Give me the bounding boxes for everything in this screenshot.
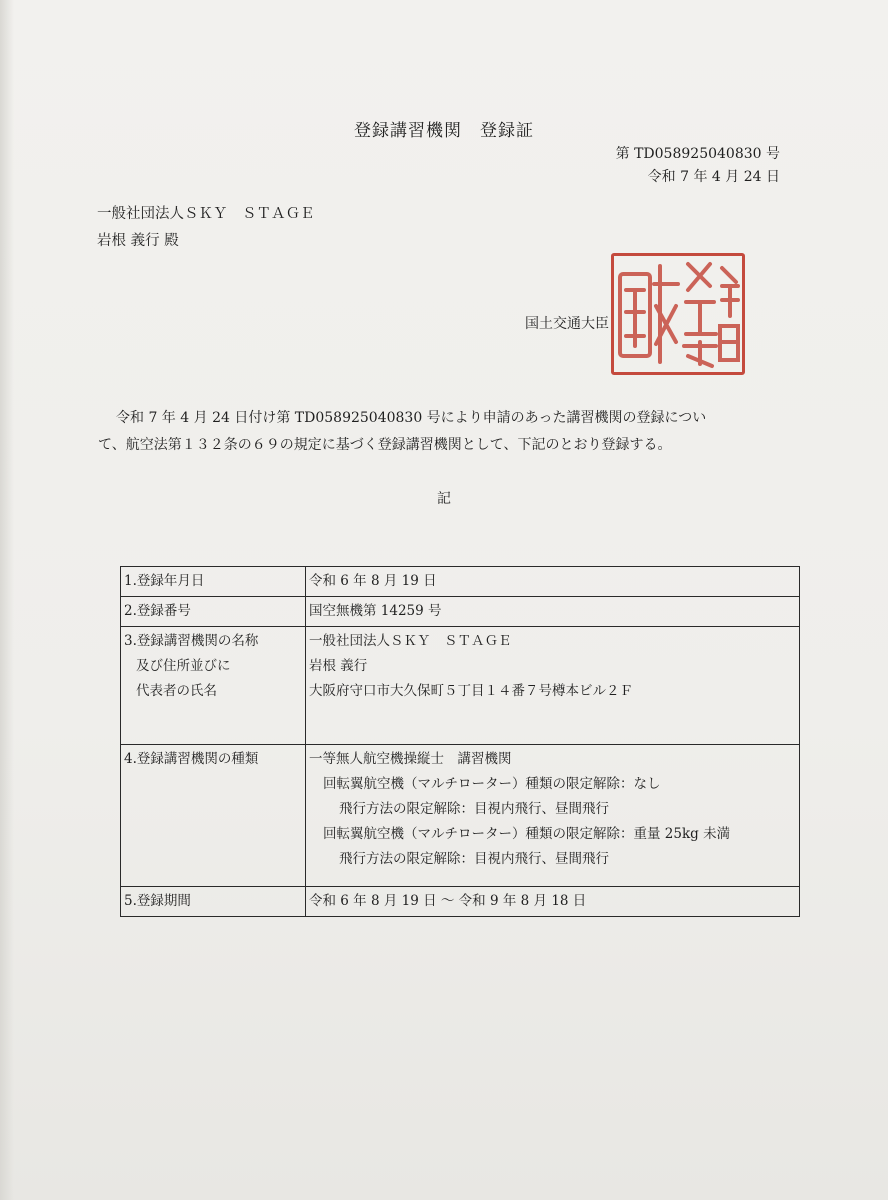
label-line: 3.登録講習機関の名称 (124, 633, 259, 649)
row-label (121, 627, 306, 745)
label-line: 1.登録年月日 (124, 573, 205, 589)
table-row (121, 567, 800, 597)
value-line: 令和 6 年 8 月 19 日 (309, 573, 437, 589)
row-value (306, 597, 800, 627)
row-value (306, 745, 800, 887)
addressee-organization: 一般社団法人ＳＫＹ ＳＴＡＧＥ (97, 206, 315, 222)
table-row (121, 745, 800, 887)
value-line: 飛行方法の限定解除：目視内飛行、昼間飛行 (339, 801, 609, 817)
value-line: 一般社団法人ＳＫＹ ＳＴＡＧＥ (309, 633, 512, 649)
table-row (121, 627, 800, 745)
table-row (121, 887, 800, 917)
row-label (121, 887, 306, 917)
certificate-statement (98, 405, 798, 459)
value-line: 岩根 義行 (309, 658, 368, 674)
row-label (121, 745, 306, 887)
label-line: 4.登録講習機関の種類 (124, 751, 259, 767)
issuer-name: 国土交通大臣 (525, 316, 609, 332)
row-value (306, 627, 800, 745)
row-label (121, 567, 306, 597)
label-line: 2.登録番号 (124, 603, 191, 619)
table-row (121, 597, 800, 627)
value-line: 回転翼航空機（マルチローター）種類の限定解除：重量 25kg 未満 (323, 826, 731, 842)
statement-line-2: て、航空法第１３２条の６９の規定に基づく登録講習機関として、下記のとおり登録する。 (98, 437, 672, 453)
row-value (306, 887, 800, 917)
value-line: 飛行方法の限定解除：目視内飛行、昼間飛行 (339, 851, 609, 867)
document-title: 登録講習機関 登録証 (354, 121, 534, 141)
issue-date: 令和 7 年 4 月 24 日 (647, 169, 780, 185)
label-line: 代表者の氏名 (136, 683, 217, 699)
row-label (121, 597, 306, 627)
certificate-number: 第 TD058925040830 号 (615, 146, 780, 162)
section-marker: 記 (437, 491, 451, 507)
official-seal-icon (611, 253, 745, 375)
value-line: 国空無機第 14259 号 (309, 603, 442, 619)
label-line: 及び住所並びに (136, 658, 231, 674)
registration-details-table (120, 566, 802, 917)
label-line: 5.登録期間 (124, 893, 191, 909)
row-value (306, 567, 800, 597)
statement-line-1: 令和 7 年 4 月 24 日付け第 TD058925040830 号により申請のあった講習機関の登録につい (116, 410, 707, 426)
addressee-representative: 岩根 義行 殿 (97, 233, 179, 249)
value-line: 回転翼航空機（マルチローター）種類の限定解除：なし (323, 776, 661, 792)
value-line: 大阪府守口市大久保町５丁目１４番７号樽本ビル２Ｆ (309, 683, 633, 699)
value-line: 令和 6 年 8 月 19 日 ～ 令和 9 年 8 月 18 日 (309, 893, 587, 909)
value-line: 一等無人航空機操縦士 講習機関 (309, 751, 512, 767)
